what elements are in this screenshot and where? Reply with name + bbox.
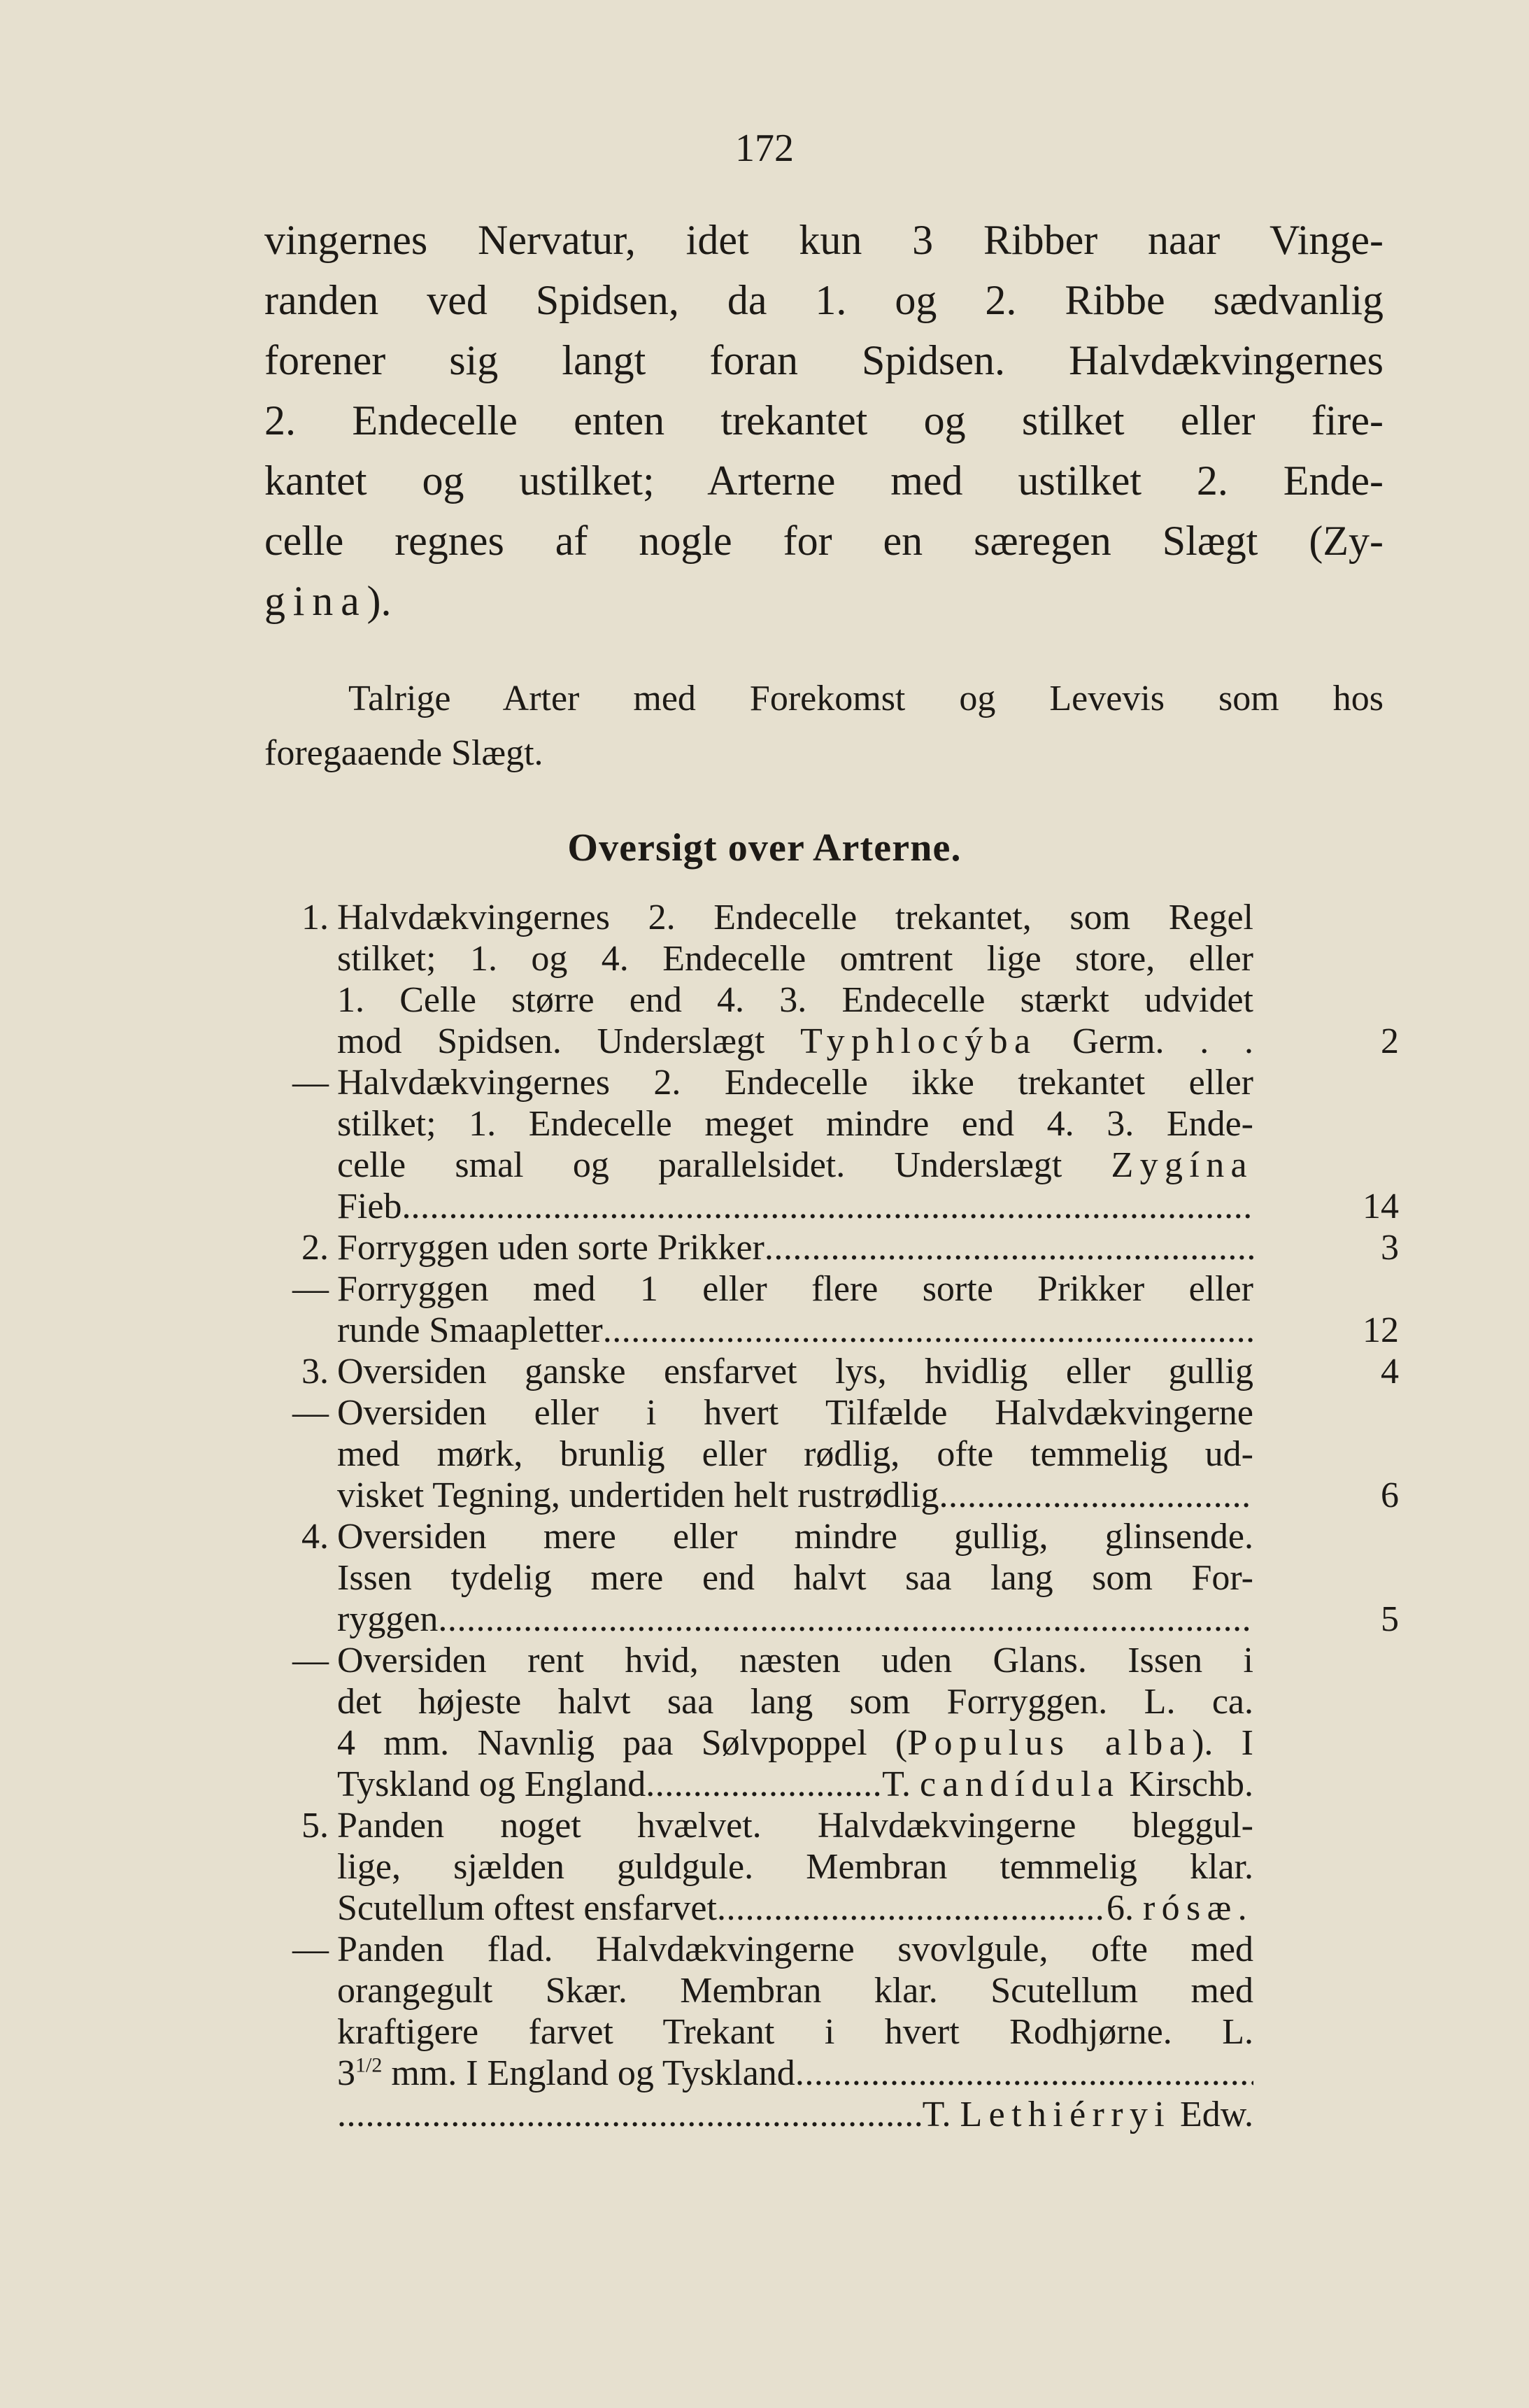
key-line: 4. Oversiden mere eller mindre gullig, glinsende.	[301, 1517, 1253, 1557]
key-line: 2. Forryggen uden sorte Prikker . . . 3	[266, 1227, 1399, 1268]
key-line: visket Tegning, undertiden helt rustrødlig . . . 6	[266, 1475, 1399, 1516]
text-line: Talrige Arter med Forekomst og Levevis som hos	[348, 679, 1384, 718]
key-line: det højeste halvt saa lang som Forryggen. L. ca.	[337, 1682, 1253, 1722]
key-line: . . . T. Lethiérryi Edw.	[266, 2094, 1399, 2135]
key-line: 1. Celle større end 4. 3. Endecelle stærkt udvidet	[337, 980, 1253, 1020]
intro-paragraph	[264, 210, 1384, 631]
text-line: foregaaende Slægt.	[264, 733, 543, 773]
key-line: — Forryggen med 1 eller flere sorte Prikker eller	[292, 1269, 1253, 1309]
habitat-paragraph	[264, 672, 1384, 781]
species-key	[266, 897, 1399, 2135]
key-line: 3. Oversiden ganske ensfarvet lys, hvidlig eller gullig 4	[301, 1352, 1399, 1391]
target-number: 3	[1381, 1228, 1399, 1268]
target-number: 5	[1381, 1599, 1399, 1639]
text-line: celle regnes af nogle for en særegen Slægt (Zy-	[264, 518, 1384, 564]
text-line: randen ved Spidsen, da 1. og 2. Ribbe sædvanlig	[264, 277, 1384, 323]
key-line: runde Smaapletter . . . 12	[266, 1310, 1399, 1351]
key-line: — Oversiden eller i hvert Tilfælde Halvdækvingerne	[292, 1393, 1253, 1433]
key-line: 5. Panden noget hvælvet. Halvdækvingerne bleggul-	[301, 1806, 1253, 1846]
key-line: Fieb. . . . 14	[266, 1186, 1399, 1227]
target-number: 14	[1363, 1187, 1399, 1226]
target-number: 4	[1381, 1352, 1399, 1391]
key-line: Tyskland og England . . . T. candídula Kirschb.	[266, 1764, 1399, 1805]
target-number: 2	[1381, 1021, 1399, 1061]
text-line: vingernes Nervatur, idet kun 3 Ribber naar Vinge-	[264, 217, 1384, 263]
key-line: kraftigere farvet Trekant i hvert Rodhjørne. L.	[337, 2012, 1253, 2052]
key-line: 1. Halvdækvingernes 2. Endecelle trekantet, som Regel	[301, 898, 1253, 937]
text-line: kantet og ustilket; Arterne med ustilket 2. Ende-	[264, 458, 1384, 504]
key-line: Issen tydelig mere end halvt saa lang som For-	[337, 1558, 1253, 1598]
key-line: — Panden flad. Halvdækvingerne svovlgule, ofte med	[292, 1929, 1253, 1969]
key-line: celle smal og parallelsidet. Underslægt Zygína	[337, 1145, 1253, 1185]
key-line: stilket; 1. Endecelle meget mindre end 4. 3. Ende-	[337, 1104, 1253, 1144]
text-line: forener sig langt foran Spidsen. Halvdækvingernes	[264, 337, 1384, 383]
key-line: stilket; 1. og 4. Endecelle omtrent lige store, eller	[337, 939, 1253, 979]
key-line: — Oversiden rent hvid, næsten uden Glans. Issen i	[292, 1641, 1253, 1680]
page-number: 172	[735, 127, 794, 170]
key-line: med mørk, brunlig eller rødlig, ofte temmelig ud-	[337, 1434, 1253, 1474]
section-heading: Oversigt over Arterne.	[567, 826, 962, 870]
key-line: 4 mm. Navnlig paa Sølvpoppel (Populus alba). I	[337, 1723, 1253, 1763]
key-line: Scutellum oftest ensfarvet . . . 6. rósæ.	[266, 1888, 1399, 1929]
key-line: lige, sjælden guldgule. Membran temmelig klar.	[337, 1847, 1253, 1887]
key-line: mod Spidsen. Underslægt Typhlocýba Germ. . . 2	[337, 1021, 1399, 1061]
target-number: 6	[1381, 1475, 1399, 1515]
target-number: 12	[1363, 1310, 1399, 1350]
text-line: 2. Endecelle enten trekantet og stilket eller fire-	[264, 397, 1384, 444]
key-line: orangegult Skær. Membran klar. Scutellum med	[337, 1971, 1253, 2011]
genus-name: gina	[264, 578, 367, 624]
key-line: — Halvdækvingernes 2. Endecelle ikke trekantet eller	[292, 1063, 1253, 1103]
text-line: gina).	[264, 578, 392, 624]
key-line: ryggen . . . 5	[266, 1599, 1399, 1640]
key-line: $3^{1/2}$ mm. I England og Tyskland . . .	[266, 2053, 1399, 2094]
